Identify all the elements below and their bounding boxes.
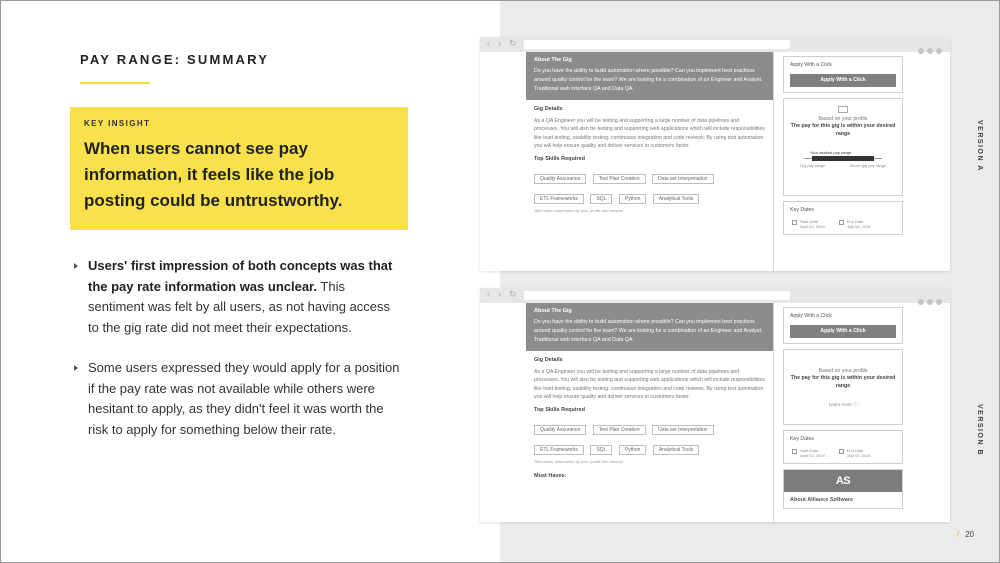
- end-date-value: July 03, 2019: [846, 453, 871, 458]
- gig-main-column: [526, 303, 774, 522]
- pay-based-on-profile: Based on your profile: [818, 116, 868, 122]
- forward-icon[interactable]: ›: [498, 38, 501, 48]
- page-number-slash: /: [956, 530, 959, 539]
- gig-main-column: [526, 52, 774, 271]
- gig-sidebar: [783, 56, 903, 240]
- skill-chip: Data set Interpretation: [652, 174, 713, 184]
- skill-chip: Test Plan Creation: [593, 425, 646, 435]
- key-dates: [790, 448, 896, 458]
- skill-chip: ETL Frameworks: [534, 445, 584, 455]
- page-number: 20: [965, 530, 974, 539]
- findings-list: [72, 256, 402, 440]
- skill-match-note: Skill match determined by your profile and resume: [534, 208, 623, 214]
- skill-chip: SQL: [590, 194, 612, 204]
- browser-mockup-b: [480, 288, 950, 522]
- pay-statement: The pay for this gig is within your desired range: [790, 123, 896, 137]
- skills-title: Top Skills Required: [534, 156, 585, 163]
- back-icon[interactable]: ‹: [487, 289, 490, 299]
- about-gig-text: Do you have the ability to build automation where possible? Can you implement best practices around quality control for the team? We are looking for a combination of an Engineer and Analyst. Traditional web interface QA and Data QA.: [534, 319, 763, 343]
- pay-range-card: [783, 98, 903, 196]
- start-date: [792, 219, 825, 229]
- forward-icon[interactable]: ›: [498, 289, 501, 299]
- version-b-label: VERSION B: [976, 404, 983, 457]
- skill-chips: [534, 167, 765, 207]
- gig-details-text: As a QA Engineer you will be testing and supporting a large number of data pipelines and processes. You will also be testing and supporting web applications which will include responsibilities like load testing, usability testing, continuous integration and code reviews. By using test automation you will help ensure quality and deliver services to customers faster.: [534, 118, 765, 149]
- skill-chip: ETL Frameworks: [534, 194, 584, 204]
- gig-details-title: Gig Details: [534, 357, 563, 363]
- finding-text: This sentiment was felt by all users, as not having access to the gig rate did not meet their expectations.: [88, 278, 391, 335]
- gig-details-title: Gig Details: [534, 106, 563, 112]
- pay-low-label: Gig pay range: [800, 163, 826, 168]
- gig-page: [480, 52, 950, 271]
- skill-match-note: Skill match determined by your profile and resume: [534, 459, 623, 465]
- key-dates-card: [783, 430, 903, 464]
- skill-chip: Data set Interpretation: [652, 425, 713, 435]
- start-date-label: Start Date: [800, 448, 819, 453]
- money-icon: [838, 106, 848, 113]
- skill-chip: Analytical Tools: [653, 194, 699, 204]
- finding-bold: Users' first impression of both concepts was that the pay rate information was unclear.: [88, 258, 393, 294]
- skill-chips: [534, 418, 765, 458]
- pay-range-card: [783, 349, 903, 425]
- skill-chip: Analytical Tools: [653, 445, 699, 455]
- about-gig-title: About The Gig: [534, 57, 572, 63]
- apply-button[interactable]: Apply With a Click: [790, 74, 896, 87]
- apply-button[interactable]: Apply With a Click: [790, 325, 896, 338]
- gig-sidebar: [783, 307, 903, 509]
- start-date-value: April 03, 2019: [800, 224, 825, 229]
- gig-page: [480, 303, 950, 522]
- skill-chip: Python: [619, 445, 647, 455]
- learn-more-link[interactable]: [790, 402, 896, 408]
- pay-statement: The pay for this gig is within your desired range: [790, 375, 896, 389]
- end-date-label: End Date: [846, 219, 864, 224]
- gig-details-text: As a QA Engineer you will be testing and supporting a large number of data pipelines and processes. You will also be testing and supporting web applications which will include responsibilities like load testing, usability testing, continuous integration and code reviews. By using test automation you will help ensure quality and deliver services to customers faster.: [534, 369, 765, 400]
- key-dates-title: Key Dates: [790, 207, 814, 213]
- skills-section: [526, 150, 773, 213]
- pay-high-label: Above gig pay range: [849, 163, 886, 168]
- about-gig-title: About The Gig: [534, 308, 572, 314]
- skill-chip: Python: [619, 194, 647, 204]
- finding-item: [72, 358, 402, 440]
- finding-item: [72, 256, 402, 338]
- gig-details-section: [526, 100, 773, 150]
- calendar-icon: [839, 449, 844, 454]
- apply-card: [783, 56, 903, 93]
- bullet-arrow-icon: [74, 365, 78, 371]
- end-date-value: July 03, 2019: [846, 224, 871, 229]
- key-insight-label: KEY INSIGHT: [84, 119, 151, 128]
- skills-section: [526, 401, 773, 479]
- title-underline: [80, 82, 150, 84]
- skill-chip: Test Plan Creation: [593, 174, 646, 184]
- skill-chip: Quality Assurance: [534, 174, 586, 184]
- end-date: [839, 219, 871, 229]
- start-date-label: Start Date: [800, 219, 819, 224]
- calendar-icon: [839, 220, 844, 225]
- address-bar[interactable]: [524, 40, 790, 49]
- pay-based-on-profile: Based on your profile: [818, 368, 868, 374]
- browser-mockup-a: [480, 37, 950, 271]
- address-bar[interactable]: [524, 291, 790, 300]
- calendar-icon: [792, 449, 797, 454]
- key-insight-text: When users cannot see pay information, it feels like the job posting could be untrustworthy.: [84, 139, 343, 210]
- company-logo: AS: [784, 470, 902, 492]
- apply-card-title: Apply With a Click: [790, 313, 832, 319]
- back-icon[interactable]: ‹: [487, 38, 490, 48]
- must-haves-title: Must Haves:: [534, 473, 567, 480]
- finding-text: Some users expressed they would apply for a position if the pay rate was not available while others were hesitant to apply, as they didn't feel it was worth the risk to apply for something below their rate.: [88, 360, 400, 437]
- key-insight-box: [70, 107, 408, 230]
- pay-range-scale: [790, 163, 896, 168]
- about-gig-text: Do you have the ability to build automation where possible? Can you implement best practices around quality control for the team? We are looking for a combination of an Engineer and Analyst. Traditional web interface QA and Data QA.: [534, 68, 763, 92]
- version-a-label: VERSION A: [976, 120, 983, 172]
- calendar-icon: [792, 220, 797, 225]
- learn-more-label: Learn more: [828, 402, 852, 407]
- company-card: [783, 469, 903, 509]
- skill-chip: SQL: [590, 445, 612, 455]
- browser-toolbar: [480, 288, 950, 303]
- end-date: [839, 448, 871, 458]
- company-card-title: About Alliance Software: [790, 497, 854, 503]
- key-dates-title: Key Dates: [790, 436, 814, 442]
- slide-title: PAY RANGE: SUMMARY: [80, 52, 270, 67]
- info-icon: ⓘ: [852, 402, 858, 407]
- about-gig-section: [526, 303, 773, 351]
- about-gig-section: [526, 52, 773, 100]
- apply-card: [783, 307, 903, 344]
- start-date-value: April 03, 2019: [800, 453, 825, 458]
- reload-icon[interactable]: ↻: [509, 38, 517, 48]
- key-dates: [790, 219, 896, 229]
- reload-icon[interactable]: ↻: [509, 289, 517, 299]
- pay-range-bar: [790, 156, 896, 161]
- pay-range-fill: [812, 156, 874, 161]
- skill-chip: Quality Assurance: [534, 425, 586, 435]
- skills-title: Top Skills Required: [534, 407, 585, 414]
- gig-details-section: [526, 351, 773, 401]
- start-date: [792, 448, 825, 458]
- end-date-label: End Date: [846, 448, 864, 453]
- apply-card-title: Apply With a Click: [790, 62, 832, 68]
- bullet-arrow-icon: [74, 263, 78, 269]
- key-dates-card: [783, 201, 903, 235]
- browser-toolbar: [480, 37, 950, 52]
- pay-range-label: Your desired pay range: [810, 150, 852, 155]
